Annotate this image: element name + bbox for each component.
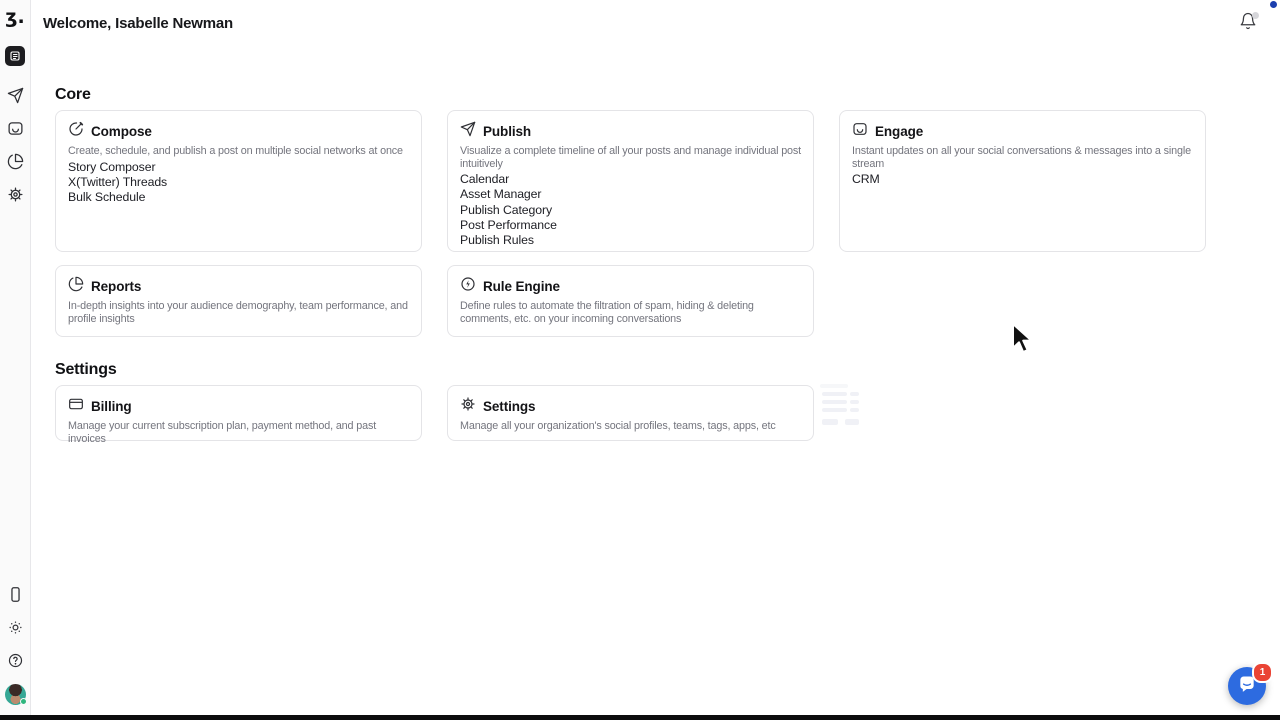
reports-card[interactable] bbox=[55, 265, 422, 337]
compose-link-story-composer[interactable]: Story Composer bbox=[68, 159, 156, 174]
publish-link-post-performance[interactable]: Post Performance bbox=[460, 218, 557, 233]
engage-card[interactable] bbox=[839, 110, 1206, 252]
pie-chart-icon bbox=[68, 276, 84, 297]
inbox-chat-icon bbox=[852, 121, 868, 142]
card-title: Engage bbox=[875, 123, 924, 139]
card-description: Define rules to automate the filtration of spam, hiding & deleting comments, etc. on your incoming conversations bbox=[460, 300, 754, 325]
help-question-icon bbox=[7, 652, 24, 669]
inbox-chat-icon bbox=[7, 120, 24, 137]
card-title: Rule Engine bbox=[483, 278, 560, 294]
card-title: Billing bbox=[91, 398, 132, 414]
card-title: Settings bbox=[483, 398, 536, 414]
paper-plane-icon bbox=[460, 121, 476, 142]
user-avatar bbox=[5, 684, 26, 705]
mobile-phone-icon bbox=[7, 586, 24, 603]
sidebar-item-publish[interactable] bbox=[0, 87, 30, 104]
publish-link-asset-manager[interactable]: Asset Manager bbox=[460, 187, 542, 202]
settings-card[interactable] bbox=[447, 385, 814, 441]
sidebar-item-settings[interactable] bbox=[0, 186, 30, 203]
sidebar-item-reports[interactable] bbox=[0, 153, 30, 170]
sidebar-item-home[interactable] bbox=[0, 46, 30, 66]
home-icon bbox=[5, 46, 25, 66]
publish-link-publish-rules[interactable]: Publish Rules bbox=[460, 233, 534, 248]
section-heading-settings: Settings bbox=[55, 361, 117, 378]
card-title: Reports bbox=[91, 278, 142, 294]
card-title: Compose bbox=[91, 123, 152, 139]
paper-plane-icon bbox=[7, 87, 24, 104]
pie-chart-icon bbox=[7, 153, 24, 170]
sidebar-item-profile[interactable] bbox=[0, 684, 30, 705]
sidebar-item-help[interactable] bbox=[0, 652, 30, 669]
sidebar bbox=[0, 0, 31, 720]
section-heading-core: Core bbox=[55, 86, 91, 103]
app-logo[interactable]: ʒ. bbox=[5, 6, 25, 28]
bolt-circle-icon bbox=[460, 276, 476, 297]
card-description: In-depth insights into your audience demography, team performance, and profile insights bbox=[68, 300, 408, 325]
compose-link-bulk-schedule[interactable]: Bulk Schedule bbox=[68, 190, 146, 205]
notifications-button[interactable] bbox=[1234, 9, 1262, 37]
gear-icon bbox=[7, 186, 24, 203]
bottom-edge-bar bbox=[0, 715, 1280, 720]
gear-icon bbox=[460, 396, 476, 417]
recording-indicator-dot bbox=[1270, 1, 1277, 8]
brightness-sun-icon bbox=[7, 619, 24, 636]
chat-unread-badge: 1 bbox=[1252, 662, 1273, 683]
sidebar-item-theme-toggle[interactable] bbox=[0, 619, 30, 636]
compose-pen-icon bbox=[68, 121, 84, 142]
sidebar-item-engage[interactable] bbox=[0, 120, 30, 137]
card-description: Instant updates on all your social conversations & messages into a single stream bbox=[852, 145, 1191, 170]
mouse-cursor bbox=[1011, 323, 1037, 362]
engage-link-crm[interactable]: CRM bbox=[852, 172, 880, 187]
page-title: Welcome, Isabelle Newman bbox=[43, 15, 234, 32]
compose-card[interactable] bbox=[55, 110, 422, 252]
card-description: Visualize a complete timeline of all your posts and manage individual post intuitively bbox=[460, 145, 802, 170]
publish-card[interactable] bbox=[447, 110, 814, 252]
publish-link-publish-category[interactable]: Publish Category bbox=[460, 202, 553, 217]
billing-card[interactable] bbox=[55, 385, 422, 445]
credit-card-icon bbox=[68, 396, 84, 417]
card-description: Manage all your organization's social profiles, teams, tags, apps, etc bbox=[460, 420, 776, 432]
online-status-dot bbox=[20, 698, 27, 705]
rule-engine-card[interactable] bbox=[447, 265, 814, 337]
sidebar-item-mobile-app[interactable] bbox=[0, 586, 30, 603]
card-description: Create, schedule, and publish a post on multiple social networks at once bbox=[68, 145, 403, 157]
card-description: Manage your current subscription plan, payment method, and past invoices bbox=[68, 420, 377, 445]
publish-link-calendar[interactable]: Calendar bbox=[460, 172, 510, 187]
card-title: Publish bbox=[483, 123, 532, 139]
notification-dot bbox=[1252, 12, 1259, 19]
compose-link-twitter-threads[interactable]: X(Twitter) Threads bbox=[68, 174, 168, 189]
